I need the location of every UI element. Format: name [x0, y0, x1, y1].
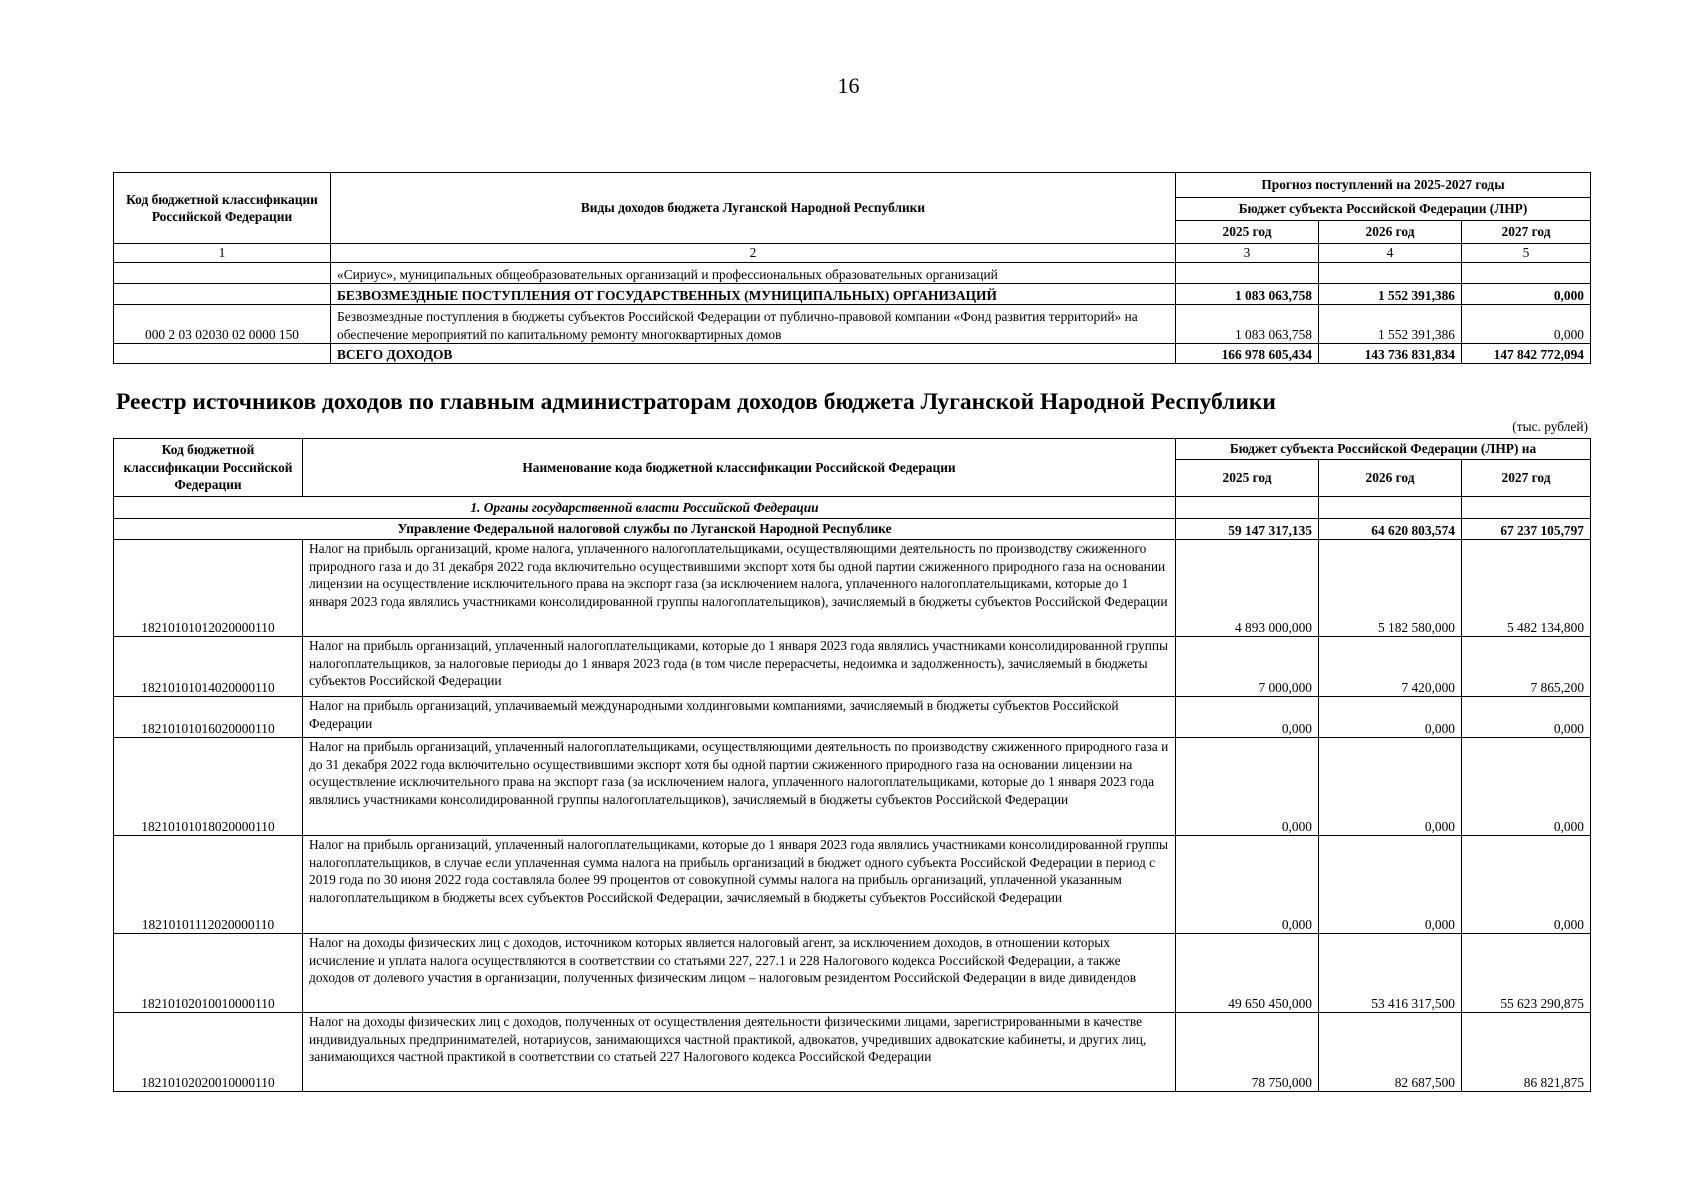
- row-code: 18210101014020000110: [114, 637, 303, 697]
- row-name: «Сириус», муниципальных общеобразовательных организаций и профессиональных образовательных организаций: [331, 263, 1176, 284]
- header-types: Виды доходов бюджета Луганской Народной Республики: [331, 173, 1176, 244]
- row-name: Налог на прибыль организаций, уплаченный налогоплательщиками, которые до 1 января 2023 года являлись участниками консолидированной группы налогоплательщиков, в случае если уплаченная сумма налога на прибыль организаций в бюджет одного субъекта Российской Федерации в период с 2019 года по 30 июня 2022 года составляла более 99 процентов от совокупной суммы налога на прибыль организаций, уплаченной указанным налогоплательщиком в бюджеты всех субъектов Российской Федерации, зачисляемый в бюджеты субъектов Российской Федерации: [303, 836, 1176, 934]
- page-number: 16: [837, 73, 860, 98]
- row-2026: 143 736 831,834: [1319, 344, 1462, 364]
- row-2026: [1319, 263, 1462, 284]
- header-forecast: Прогноз поступлений на 2025-2027 годы: [1176, 173, 1591, 198]
- row-code: 000 2 03 02030 02 0000 150: [114, 305, 331, 344]
- row-2025: 0,000: [1176, 697, 1319, 738]
- table-row: [114, 697, 1591, 738]
- group-title: 1. Органы государственной власти Российской Федерации: [114, 497, 1176, 519]
- row-2025: 166 978 605,434: [1176, 344, 1319, 364]
- col-number: 5: [1462, 244, 1591, 263]
- row-name: БЕЗВОЗМЕЗДНЫЕ ПОСТУПЛЕНИЯ ОТ ГОСУДАРСТВЕННЫХ (МУНИЦИПАЛЬНЫХ) ОРГАНИЗАЦИЙ: [331, 284, 1176, 305]
- row-2027: [1462, 263, 1591, 284]
- row-2025: 0,000: [1176, 836, 1319, 934]
- row-2025: 0,000: [1176, 738, 1319, 836]
- row-code: 18210102020010000110: [114, 1013, 303, 1092]
- row-2026: 5 182 580,000: [1319, 540, 1462, 637]
- row-name: Налог на прибыль организаций, уплачиваемый международными холдинговыми компаниями, зачисляемый в бюджеты субъектов Российской Федерации: [303, 697, 1176, 738]
- row-2026: 53 416 317,500: [1319, 934, 1462, 1013]
- row-name: Налог на прибыль организаций, кроме налога, уплаченного налогоплательщиками, осуществляющими деятельность по производству сжиженного природного газа и до 31 декабря 2022 года включительно осуществившими экспорт хотя бы одной партии сжиженного природного газа на основании лицензии на осуществление исключительного права на экспорт газа (за исключением налога, уплаченного налогоплательщиками, которые до 1 января 2023 года являлись участниками консолидированной группы налогоплательщиков), зачисляемый в бюджеты субъектов Российской Федерации: [303, 540, 1176, 637]
- header-2026: 2026 год: [1319, 221, 1462, 244]
- row-2025: 1 083 063,758: [1176, 284, 1319, 305]
- row-2027: 0,000: [1462, 284, 1591, 305]
- row-2025: 1 083 063,758: [1176, 305, 1319, 344]
- row-2026: 82 687,500: [1319, 1013, 1462, 1092]
- row-2025: 4 893 000,000: [1176, 540, 1319, 637]
- col-number: 3: [1176, 244, 1319, 263]
- row-name: Налог на прибыль организаций, уплаченный налогоплательщиками, которые до 1 января 2023 года являлись участниками консолидированной группы налогоплательщиков, за налоговые периоды до 1 января 2023 года (в том числе перерасчеты, недоимка и задолженность), зачисляемый в бюджеты субъектов Российской Федерации: [303, 637, 1176, 697]
- row-2027: 86 821,875: [1462, 1013, 1591, 1092]
- row-2027: 0,000: [1462, 697, 1591, 738]
- row-2026: 1 552 391,386: [1319, 305, 1462, 344]
- row-code: 18210101112020000110: [114, 836, 303, 934]
- row-2027: 55 623 290,875: [1462, 934, 1591, 1013]
- row-2025: [1176, 263, 1319, 284]
- row-code: 18210101012020000110: [114, 540, 303, 637]
- header-2027: 2027 год: [1462, 460, 1591, 497]
- row-name: Налог на прибыль организаций, уплаченный налогоплательщиками, осуществляющими деятельность по производству сжиженного природного газа и до 31 декабря 2022 года включительно осуществившими экспорт хотя бы одной партии сжиженного природного газа на основании лицензии на осуществление исключительного права на экспорт газа (за исключением налога, уплаченного налогоплательщиками, которые до 1 января 2023 года являлись участниками консолидированной группы налогоплательщиков), зачисляемый в бюджеты субъектов Российской Федерации: [303, 738, 1176, 836]
- row-2025: 49 650 450,000: [1176, 934, 1319, 1013]
- row-code: 18210101018020000110: [114, 738, 303, 836]
- row-2027: 7 865,200: [1462, 637, 1591, 697]
- table-row: [114, 836, 1591, 934]
- row-2026: 0,000: [1319, 738, 1462, 836]
- row-2026: 1 552 391,386: [1319, 284, 1462, 305]
- table-row: [114, 263, 1591, 284]
- table-row: [114, 934, 1591, 1013]
- row-2027: 5 482 134,800: [1462, 540, 1591, 637]
- row-2026: 0,000: [1319, 836, 1462, 934]
- admin-2027: 67 237 105,797: [1462, 519, 1591, 540]
- table-row: [114, 540, 1591, 637]
- row-2027: 0,000: [1462, 836, 1591, 934]
- header-code: Код бюджетной классификации Российской Федерации: [114, 173, 331, 244]
- col-number: 2: [331, 244, 1176, 263]
- header-budget: Бюджет субъекта Российской Федерации (ЛНР) на: [1176, 439, 1591, 460]
- table-row: [114, 1013, 1591, 1092]
- table-row: [114, 637, 1591, 697]
- header-2026: 2026 год: [1319, 460, 1462, 497]
- row-2026: 7 420,000: [1319, 637, 1462, 697]
- units-label: (тыс. рублей): [1512, 419, 1588, 434]
- row-name: Налог на доходы физических лиц с доходов, источником которых является налоговый агент, за исключением доходов, в отношении которых исчисление и уплата налога осуществляются в соответствии со статьями 227, 227.1 и 228 Налогового кодекса Российской Федерации, а также доходов от долевого участия в организации, полученных физическим лицом – налоговым резидентом Российской Федерации в виде дивидендов: [303, 934, 1176, 1013]
- table-row: [114, 738, 1591, 836]
- row-code: 18210102010010000110: [114, 934, 303, 1013]
- header-2025: 2025 год: [1176, 221, 1319, 244]
- row-2027: 147 842 772,094: [1462, 344, 1591, 364]
- table-row: [114, 305, 1591, 344]
- row-code: [114, 263, 331, 284]
- row-name: ВСЕГО ДОХОДОВ: [331, 344, 1176, 364]
- row-code: [114, 344, 331, 364]
- header-budget: Бюджет субъекта Российской Федерации (ЛНР): [1176, 198, 1591, 221]
- row-name: Безвозмездные поступления в бюджеты субъектов Российской Федерации от публично-правовой компании «Фонд развития территорий» на обеспечение мероприятий по капитальному ремонту многоквартирных домов: [331, 305, 1176, 344]
- row-2025: 7 000,000: [1176, 637, 1319, 697]
- table-row: [114, 344, 1591, 364]
- row-2026: 0,000: [1319, 697, 1462, 738]
- row-2027: 0,000: [1462, 305, 1591, 344]
- section-title: Реестр источников доходов по главным администраторам доходов бюджета Луганской Народной Республики: [116, 389, 1276, 415]
- header-code: Код бюджетной классификации Российской Федерации: [114, 439, 303, 497]
- header-2025: 2025 год: [1176, 460, 1319, 497]
- row-code: [114, 284, 331, 305]
- admin-2025: 59 147 317,135: [1176, 519, 1319, 540]
- admin-name: Управление Федеральной налоговой службы по Луганской Народной Республике: [114, 519, 1176, 540]
- row-2027: 0,000: [1462, 738, 1591, 836]
- admin-2026: 64 620 803,574: [1319, 519, 1462, 540]
- revenue-registry-table: [113, 438, 1591, 1092]
- row-2025: 78 750,000: [1176, 1013, 1319, 1092]
- col-number: 4: [1319, 244, 1462, 263]
- row-name: Налог на доходы физических лиц с доходов, полученных от осуществления деятельности физическими лицами, зарегистрированными в качестве индивидуальных предпринимателей, нотариусов, занимающихся частной практикой, адвокатов, учредивших адвокатские кабинеты, и других лиц, занимающихся частной практикой в соответствии со статьей 227 Налогового кодекса Российской Федерации: [303, 1013, 1176, 1092]
- header-2027: 2027 год: [1462, 221, 1591, 244]
- revenue-forecast-table: [113, 172, 1591, 364]
- row-code: 18210101016020000110: [114, 697, 303, 738]
- header-name: Наименование кода бюджетной классификации Российской Федерации: [303, 439, 1176, 497]
- table-row: [114, 284, 1591, 305]
- col-number: 1: [114, 244, 331, 263]
